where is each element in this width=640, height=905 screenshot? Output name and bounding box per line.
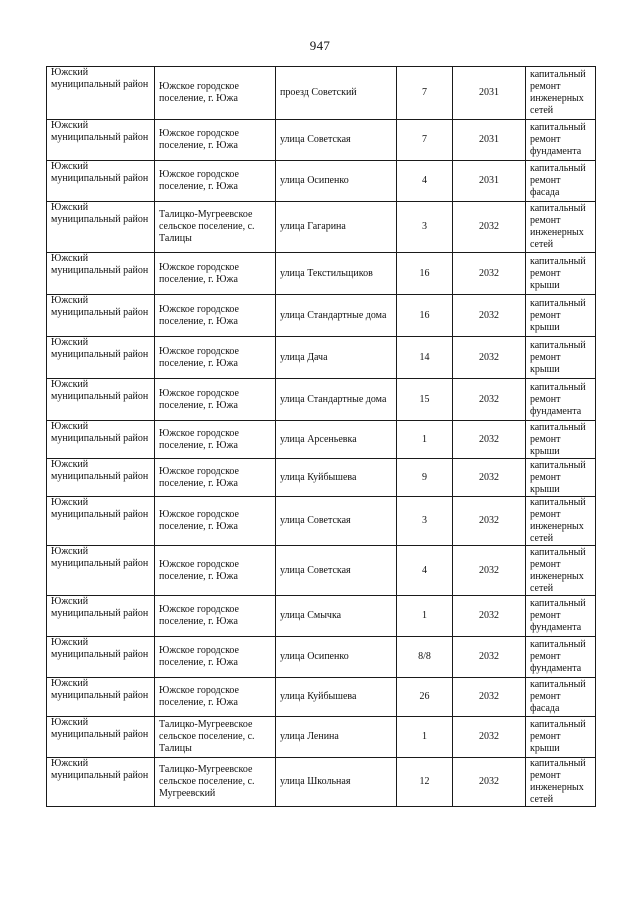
street-cell: улица Куйбышева (276, 678, 397, 717)
house-number-cell: 4 (397, 546, 453, 596)
year-cell: 2032 (453, 253, 526, 295)
table-row (47, 161, 596, 202)
district-cell: Южский муниципальный район (47, 202, 155, 253)
work-type-cell: капитальный ремонт крыши (526, 337, 596, 379)
street-cell: улица Куйбышева (276, 459, 397, 497)
work-type-cell: капитальный ремонт фасада (526, 678, 596, 717)
house-number-cell: 1 (397, 717, 453, 758)
page-number: 947 (309, 38, 331, 53)
work-type-cell: капитальный ремонт крыши (526, 717, 596, 758)
street-cell: улица Ленина (276, 717, 397, 758)
table-row (47, 67, 596, 120)
year-cell: 2032 (453, 379, 526, 421)
house-number-cell: 9 (397, 459, 453, 497)
street-cell: улица Осипенко (276, 161, 397, 202)
settlement-cell: Южское городское поселение, г. Южа (155, 459, 276, 497)
year-cell: 2032 (453, 497, 526, 546)
house-number-cell: 14 (397, 337, 453, 379)
street-cell: улица Советская (276, 497, 397, 546)
district-cell: Южский муниципальный район (47, 459, 155, 497)
year-cell: 2032 (453, 202, 526, 253)
settlement-cell: Талицко-Мугреевское сельское поселение, с. Талицы (155, 717, 276, 758)
settlement-cell: Талицко-Мугреевское сельское поселение, с. Мугреевский (155, 758, 276, 807)
work-type-cell: капитальный ремонт инженерных сетей (526, 67, 596, 120)
house-number-cell: 16 (397, 253, 453, 295)
table-row (47, 637, 596, 678)
settlement-cell: Южское городское поселение, г. Южа (155, 421, 276, 459)
district-cell: Южский муниципальный район (47, 758, 155, 807)
year-cell: 2032 (453, 717, 526, 758)
district-cell: Южский муниципальный район (47, 379, 155, 421)
year-cell: 2032 (453, 758, 526, 807)
table-row (47, 546, 596, 596)
district-cell: Южский муниципальный район (47, 678, 155, 717)
house-number-cell: 3 (397, 202, 453, 253)
table-row (47, 459, 596, 497)
district-cell: Южский муниципальный район (47, 596, 155, 637)
street-cell: улица Стандартные дома (276, 379, 397, 421)
work-type-cell: капитальный ремонт фундамента (526, 120, 596, 161)
street-cell: улица Дача (276, 337, 397, 379)
house-number-cell: 7 (397, 67, 453, 120)
district-cell: Южский муниципальный район (47, 546, 155, 596)
street-cell: проезд Советский (276, 67, 397, 120)
street-cell: улица Текстильщиков (276, 253, 397, 295)
year-cell: 2032 (453, 546, 526, 596)
table-row (47, 596, 596, 637)
district-cell: Южский муниципальный район (47, 161, 155, 202)
settlement-cell: Южское городское поселение, г. Южа (155, 295, 276, 337)
work-type-cell: капитальный ремонт фундамента (526, 379, 596, 421)
house-number-cell: 16 (397, 295, 453, 337)
district-cell: Южский муниципальный район (47, 337, 155, 379)
table-row (47, 337, 596, 379)
settlement-cell: Южское городское поселение, г. Южа (155, 497, 276, 546)
district-cell: Южский муниципальный район (47, 497, 155, 546)
repair-schedule-table (46, 66, 596, 807)
table-row (47, 120, 596, 161)
table-row (47, 758, 596, 807)
district-cell: Южский муниципальный район (47, 120, 155, 161)
work-type-cell: капитальный ремонт крыши (526, 295, 596, 337)
table-row (47, 421, 596, 459)
district-cell: Южский муниципальный район (47, 717, 155, 758)
street-cell: улица Смычка (276, 596, 397, 637)
work-type-cell: капитальный ремонт инженерных сетей (526, 546, 596, 596)
work-type-cell: капитальный ремонт фасада (526, 161, 596, 202)
work-type-cell: капитальный ремонт крыши (526, 459, 596, 497)
work-type-cell: капитальный ремонт инженерных сетей (526, 497, 596, 546)
work-type-cell: капитальный ремонт фундамента (526, 637, 596, 678)
district-cell: Южский муниципальный район (47, 295, 155, 337)
settlement-cell: Талицко-Мугреевское сельское поселение, с. Талицы (155, 202, 276, 253)
settlement-cell: Южское городское поселение, г. Южа (155, 337, 276, 379)
settlement-cell: Южское городское поселение, г. Южа (155, 596, 276, 637)
year-cell: 2032 (453, 459, 526, 497)
work-type-cell: капитальный ремонт крыши (526, 421, 596, 459)
year-cell: 2032 (453, 596, 526, 637)
house-number-cell: 12 (397, 758, 453, 807)
settlement-cell: Южское городское поселение, г. Южа (155, 637, 276, 678)
table-row (47, 379, 596, 421)
year-cell: 2031 (453, 67, 526, 120)
year-cell: 2032 (453, 295, 526, 337)
house-number-cell: 1 (397, 421, 453, 459)
street-cell: улица Арсеньевка (276, 421, 397, 459)
work-type-cell: капитальный ремонт фундамента (526, 596, 596, 637)
work-type-cell: капитальный ремонт крыши (526, 253, 596, 295)
street-cell: улица Школьная (276, 758, 397, 807)
house-number-cell: 15 (397, 379, 453, 421)
table-row (47, 497, 596, 546)
settlement-cell: Южское городское поселение, г. Южа (155, 379, 276, 421)
year-cell: 2032 (453, 421, 526, 459)
district-cell: Южский муниципальный район (47, 421, 155, 459)
year-cell: 2032 (453, 678, 526, 717)
table-body (47, 67, 596, 807)
settlement-cell: Южское городское поселение, г. Южа (155, 546, 276, 596)
district-cell: Южский муниципальный район (47, 637, 155, 678)
table-row (47, 678, 596, 717)
street-cell: улица Гагарина (276, 202, 397, 253)
table-row (47, 295, 596, 337)
table-row (47, 253, 596, 295)
year-cell: 2031 (453, 161, 526, 202)
settlement-cell: Южское городское поселение, г. Южа (155, 120, 276, 161)
street-cell: улица Осипенко (276, 637, 397, 678)
house-number-cell: 7 (397, 120, 453, 161)
settlement-cell: Южское городское поселение, г. Южа (155, 678, 276, 717)
work-type-cell: капитальный ремонт инженерных сетей (526, 758, 596, 807)
house-number-cell: 8/8 (397, 637, 453, 678)
table-row (47, 202, 596, 253)
work-type-cell: капитальный ремонт инженерных сетей (526, 202, 596, 253)
table-row (47, 717, 596, 758)
district-cell: Южский муниципальный район (47, 253, 155, 295)
year-cell: 2032 (453, 637, 526, 678)
year-cell: 2031 (453, 120, 526, 161)
house-number-cell: 26 (397, 678, 453, 717)
house-number-cell: 1 (397, 596, 453, 637)
year-cell: 2032 (453, 337, 526, 379)
settlement-cell: Южское городское поселение, г. Южа (155, 253, 276, 295)
house-number-cell: 4 (397, 161, 453, 202)
street-cell: улица Советская (276, 546, 397, 596)
district-cell: Южский муниципальный район (47, 67, 155, 120)
settlement-cell: Южское городское поселение, г. Южа (155, 161, 276, 202)
settlement-cell: Южское городское поселение, г. Южа (155, 67, 276, 120)
house-number-cell: 3 (397, 497, 453, 546)
street-cell: улица Советская (276, 120, 397, 161)
street-cell: улица Стандартные дома (276, 295, 397, 337)
